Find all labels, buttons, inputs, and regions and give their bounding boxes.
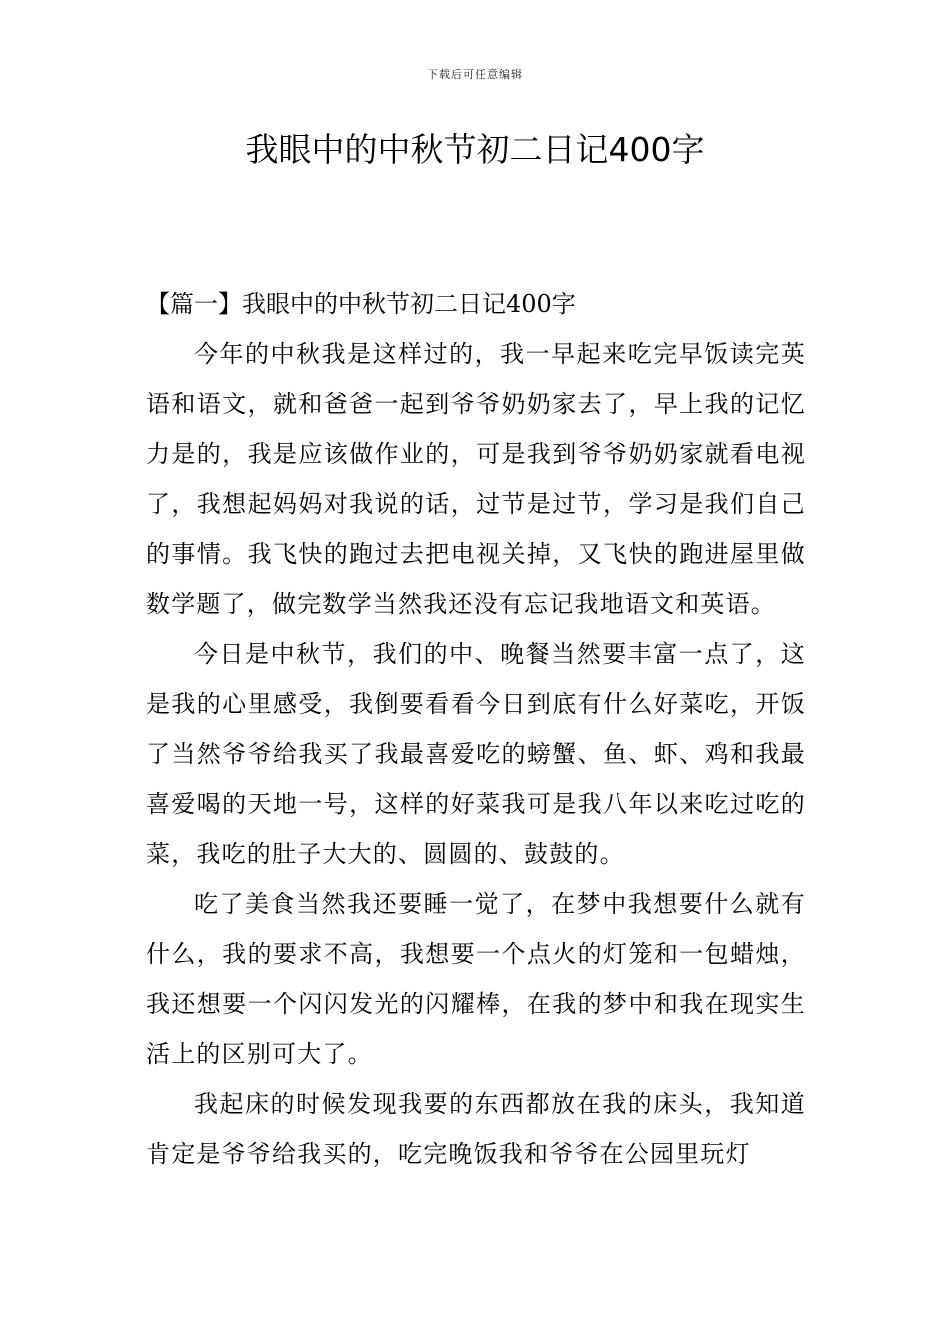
header-note: 下载后可任意编辑 (427, 68, 523, 81)
paragraph-2: 今日是中秋节，我们的中、晚餐当然要丰富一点了，这是我的心里感受，我倒要看看今日到底有什么好菜吃，开饭了当然爷爷给我买了我最喜爱吃的螃蟹、鱼、虾、鸡和我最喜爱喝的天地一号，这样的好菜我可是我八年以来吃过吃的菜，我吃的肚子大大的、圆圆的、鼓鼓的。 (146, 640, 806, 868)
paragraph-1: 今年的中秋我是这样过的，我一早起来吃完早饭读完英语和语文，就和爸爸一起到爷爷奶奶家去了，早上我的记忆力是的，我是应该做作业的，可是我到爷爷奶奶家就看电视了，我想起妈妈对我说的话，过节是过节，学习是我们自己的事情。我飞快的跑过去把电视关掉，又飞快的跑进屋里做数学题了，做完数学当然我还没有忘记我地语文和英语。 (146, 340, 806, 618)
document-body (146, 279, 806, 1179)
paragraph-3: 吃了美食当然我还要睡一觉了，在梦中我想要什么就有什么，我的要求不高，我想要一个点火的灯笼和一包蜡烛，我还想要一个闪闪发光的闪耀棒，在我的梦中和我在现实生活上的区别可大了。 (146, 890, 806, 1068)
section-heading: 【篇一】我眼中的中秋节初二日记400字 (146, 290, 576, 318)
document-title: 我眼中的中秋节初二日记400字 (245, 130, 705, 169)
paragraph-4: 我起床的时候发现我要的东西都放在我的床头，我知道肯定是爷爷给我买的，吃完晚饭我和爷爷在公园里玩灯 (146, 1090, 806, 1168)
